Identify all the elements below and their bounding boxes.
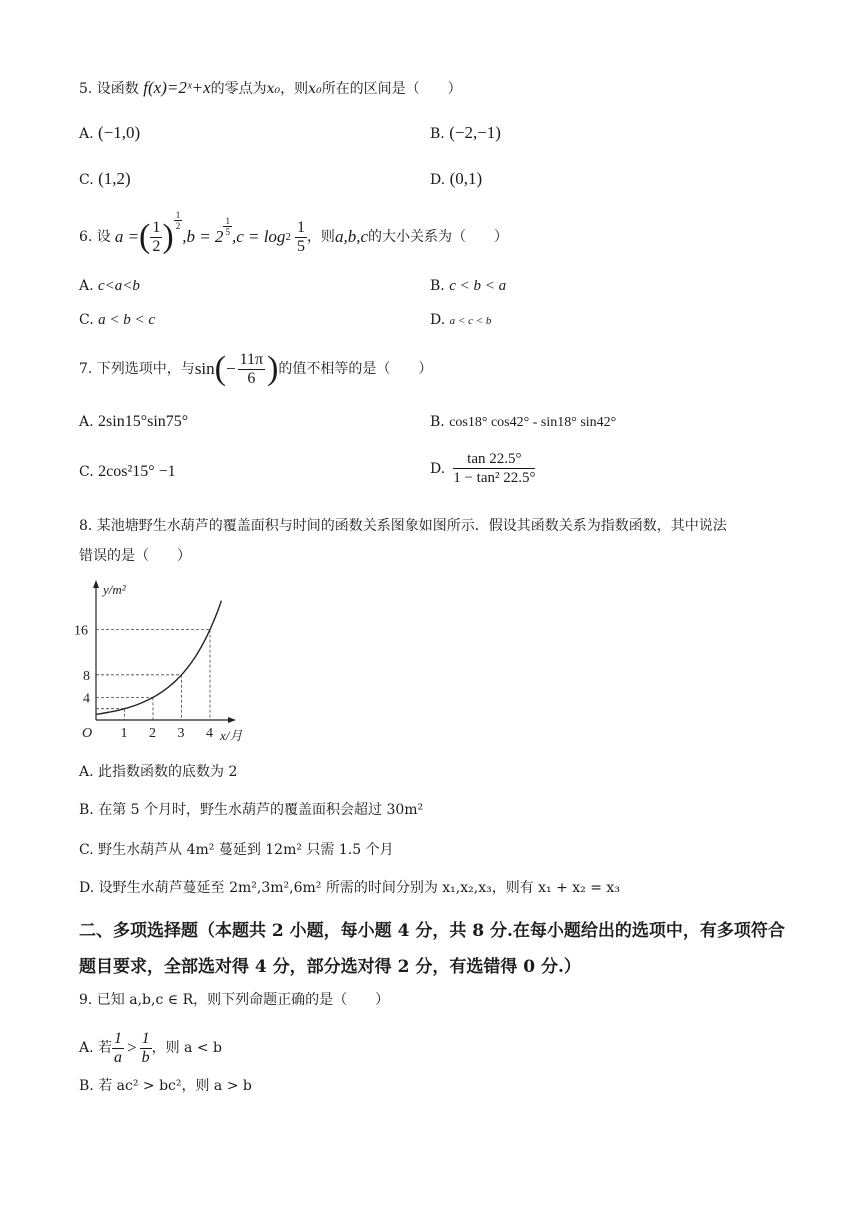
q6-stem-post: 的大小关系为（ ） [367,229,508,245]
q7-option-b-label: B. [430,414,445,430]
q7-option-a-label: A. [79,414,94,430]
q5-x0b: x₀ [308,81,322,97]
q6-paren-open: ( [139,218,151,255]
q7-stem-pre: 7. 下列选项中，与 [79,361,195,377]
q7-option-a [79,412,188,432]
q5-option-d-label: D. [430,172,446,188]
q9-option-a-gt: > [127,1038,137,1057]
q5-option-d-value: (0,1) [449,169,483,188]
q5-option-b-label: B. [430,126,445,142]
q8-option-a-value: 此指数函数的底数为 2 [98,764,238,780]
x-axis-arrow [228,717,236,723]
exponential-curve [96,601,221,715]
q7-frac [238,351,265,388]
q8-option-b [79,800,423,820]
q5-option-a [79,123,140,144]
q6-a-exp-den: 2 [175,221,181,231]
q5-stem-mid: 的零点为 [210,81,267,97]
q7-stem-post: 的值不相等的是（ ） [278,361,433,377]
q5-option-b-value: (−2,−1) [449,123,501,142]
q5-option-c-label: C. [79,172,94,188]
q6-option-b [430,276,506,296]
y-tick-label: 16 [74,623,88,639]
q7-option-c-value: 2cos²15° −1 [98,463,176,480]
q8-option-a-label: A. [79,764,94,780]
q8-option-a [79,762,237,782]
q5-option-c-value: (1,2) [98,169,131,188]
q6-a-exp-num: 1 [175,210,181,220]
q6-paren-close: ) [162,218,174,255]
q8-option-d [79,878,620,898]
q9-frac1-den: a [114,1048,123,1066]
q7-stem [79,346,432,392]
q9-option-a [79,1026,222,1070]
q7-num: 11π [239,350,264,368]
q8-option-b-value: 在第 5 个月时，野生水葫芦的覆盖面积会超过 30m² [98,802,424,818]
q6-option-d-label: D. [430,312,446,328]
q9-frac2-den: b [141,1048,150,1066]
q6-option-a-label: A. [79,278,94,294]
q6-b-exp-den: 5 [225,227,230,237]
x-axis-label: x/月 [220,728,243,743]
q6-option-c-label: C. [79,312,94,328]
q8-stem-line2: 错误的是（ ） [79,548,191,564]
q9-option-a-post: ，则 a < b [151,1040,222,1056]
q7-option-d-label: D. [430,460,446,477]
q7-paren-close: ) [267,350,279,387]
q8-chart [72,572,262,752]
q6-stem: 6. 设 a = ( $\frac{1}{2}$ ) $\frac{1}{2}$ ,b = 2 $\frac{1}{5}$ ,c = log 2 $\frac{1}{5}$ ，则 a,b,c 的大小关系为（ ） [79,210,508,255]
q9-stem: 9. 已知 a,b,c ∈ R，则下列命题正确的是（ ） [79,992,390,1008]
q5-stem-mid2: ，则 [280,81,309,97]
q5-option-a-value: (−1,0) [98,123,141,142]
y-axis-label: y/m² [103,582,126,597]
q9-option-a-pre: A. 若 [79,1040,113,1056]
q6-option-c [79,310,155,330]
x-tick-label: 3 [177,726,185,741]
q6-option-b-value: c < b < a [449,278,507,294]
q6-option-d-value: a < c < b [449,315,492,327]
y-axis-arrow [93,580,99,588]
q6-vars: a,b,c [334,227,368,246]
q9-option-b: B. 若 ac² > bc²，则 a > b [79,1078,252,1094]
q7-den: 6 [247,369,256,387]
q6-c-frac [295,219,307,256]
q9-frac2-num: 1 [141,1029,150,1047]
q5-x0: x₀ [266,81,281,97]
q8-option-c [79,840,394,860]
q5-stem-post: 所在的区间是（ ） [321,81,462,97]
q5-formula: f(x)=2ˣ+x [143,78,211,97]
q8-option-c-label: C. [79,842,94,858]
q6-stem-mid: ，则 [306,229,335,245]
q5-stem [79,78,462,99]
q6-option-b-label: B. [430,278,445,294]
q6-b-expr: ,b = 2 [182,227,224,246]
q6-b-exp [223,216,232,237]
q6-option-c-value: a < b < c [98,312,156,328]
x-tick-label: 4 [206,726,213,741]
q8-stem-line1: 8. 某池塘野生水葫芦的覆盖面积与时间的函数关系图象如图所示．假设其函数关系为指数函数，其中说法 [79,518,727,534]
q6-half [150,219,162,256]
q7-option-d-frac [453,450,535,487]
q6-half-den: 2 [152,237,161,255]
q5-stem-pre: 5. 设函数 [79,81,139,97]
q5-option-d [430,169,482,190]
q6-b-exp-num: 1 [225,216,230,226]
q6-option-a [79,276,140,296]
q7-paren-open: ( [214,350,226,387]
q5-option-c [79,169,131,190]
q9-frac1-num: 1 [114,1029,123,1047]
q6-option-d [430,310,491,331]
q9-option-a-frac2 [140,1030,152,1067]
section2-heading-line2: 题目要求，全部选对得 4 分，部分选对得 2 分，有选错得 0 分.） [79,957,581,977]
section2-heading-line1: 二、多项选择题（本题共 2 小题，每小题 4 分，共 8 分.在每小题给出的选项中，有多项符合 [79,921,785,941]
q6-a-exp [174,210,183,231]
q6-c-den: 5 [296,237,305,255]
q5-option-b [430,123,501,144]
y-tick-label: 8 [83,668,90,684]
q8-option-c-value: 野生水葫芦从 4m² 蔓延到 12m² 只需 1.5 个月 [98,842,394,858]
q8-option-d-label: D. [79,880,95,896]
x-tick-label: 1 [120,726,128,741]
q6-a-lhs: a = [114,227,140,246]
q7-option-d-num: tan 22.5° [453,450,535,469]
y-tick-label: 4 [83,691,90,707]
q7-minus: − [225,359,236,378]
q5-option-a-label: A. [79,126,94,142]
q7-option-b [430,412,616,433]
q6-half-num: 1 [152,218,161,236]
x-tick-label: 2 [149,726,156,741]
q6-stem-pre: 6. 设 [79,229,111,245]
q7-option-c-label: C. [79,464,94,480]
q6-c-expr: ,c = log [231,227,286,246]
q7-option-c [79,462,176,482]
q9-option-a-frac1 [112,1030,124,1067]
q6-option-a-value: c<a<b [98,278,140,294]
q7-option-b-value: cos18° cos42° - sin18° sin42° [449,415,617,430]
origin-label: O [82,726,93,741]
q7-sin: sin [194,359,215,378]
q7-option-d-den: 1 − tan² 22.5° [453,470,536,486]
q7-option-a-value: 2sin15°sin75° [98,413,189,430]
q8-option-b-label: B. [79,802,94,818]
q8-option-d-value: 设野生水葫芦蔓延至 2m²,3m²,6m² 所需的时间分别为 x₁,x₂,x₃，则有 x₁ + x₂ = x₃ [98,880,620,896]
q7-option-d [430,450,535,487]
q6-c-num: 1 [296,218,305,236]
